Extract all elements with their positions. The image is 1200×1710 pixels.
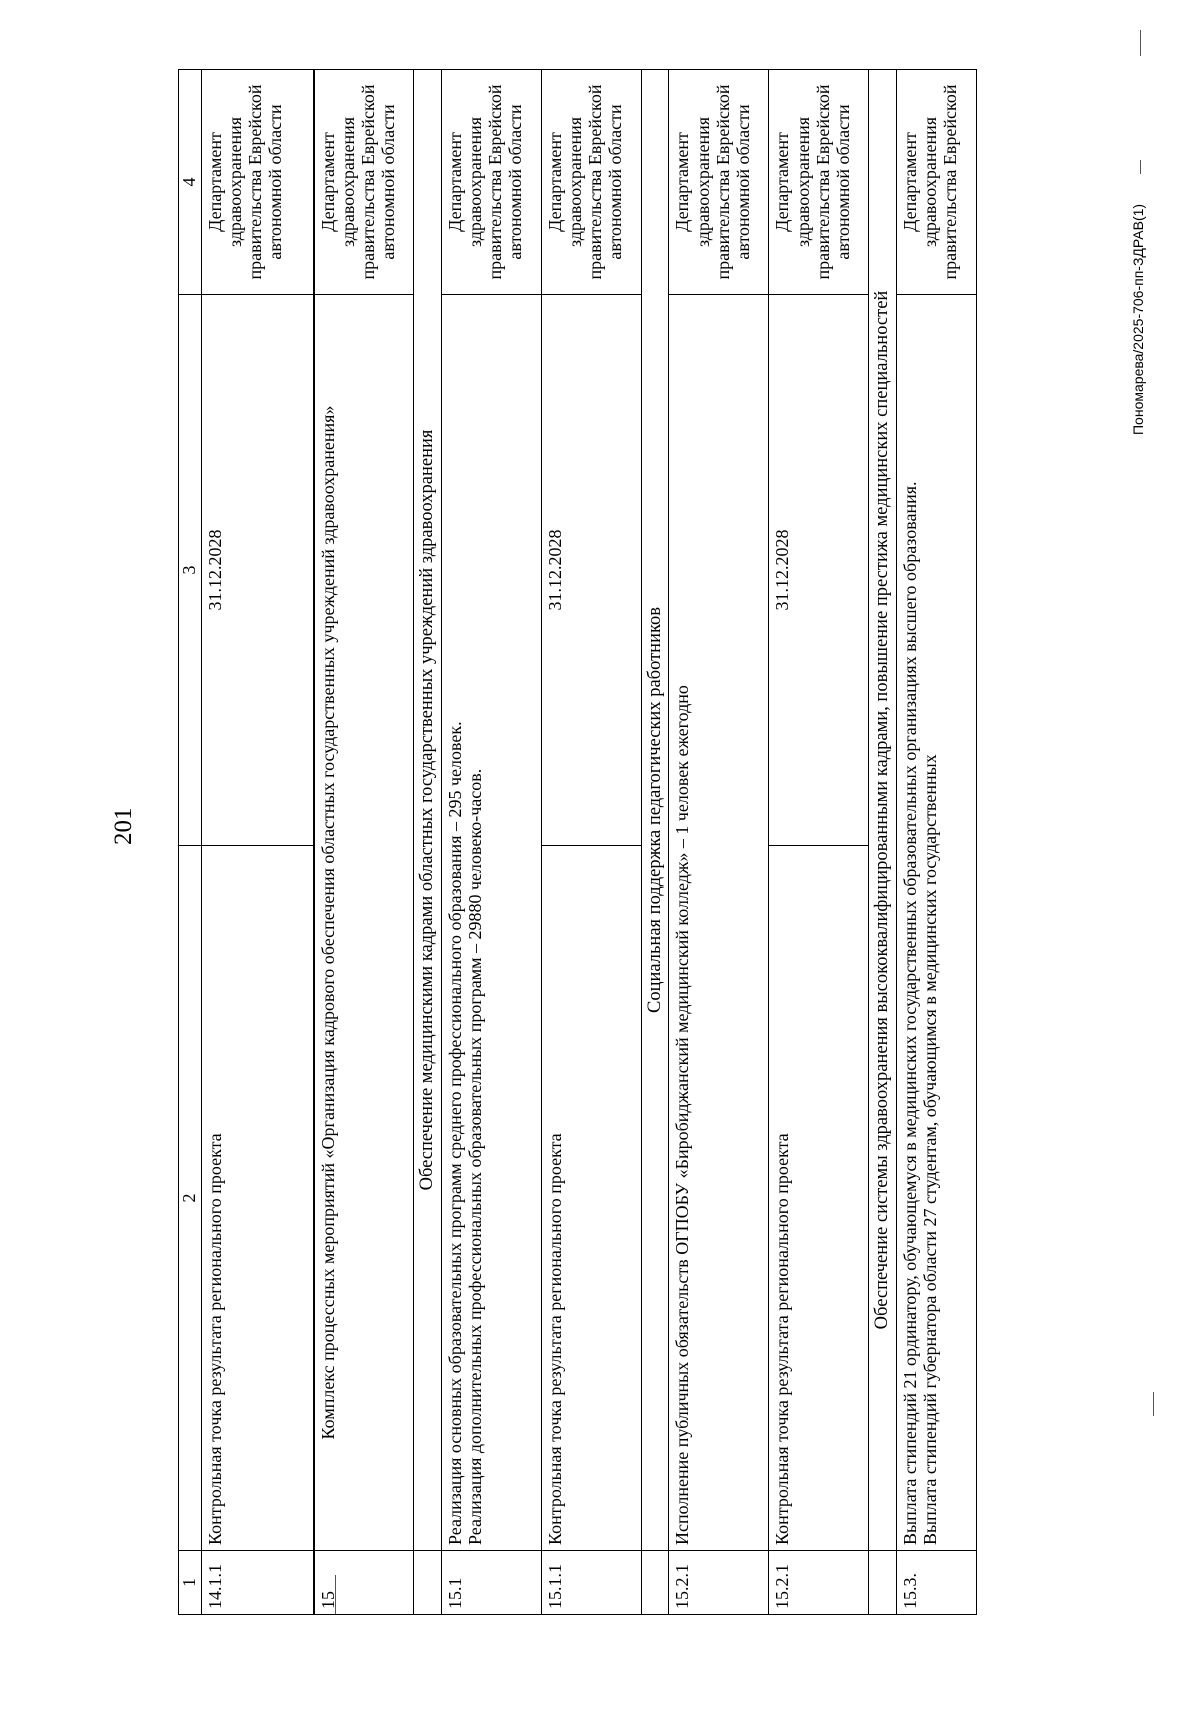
document-code: Пономарева/2025-706-пп-ЗДРАВ(1) (1130, 203, 1146, 435)
table-row (769, 70, 869, 1615)
row-text-line: Реализация дополнительных профессиональных образовательных программ – 29880 человеко-часов. (464, 768, 485, 1545)
row-text: Контрольная точка результата регионального проекта (541, 846, 641, 1551)
row-text: Исполнение публичных обязательств ОГПОБУ «Биробиджанский медицинский колледж» – 1 человек ежегодно (669, 295, 769, 1551)
scan-mark (1153, 1392, 1154, 1416)
row-number: 15.3. (897, 1551, 977, 1615)
section-title: Обеспечение медицинскими кадрами областных государственных учреждений здравоохранения (414, 70, 442, 1551)
document-table-rotated (178, 70, 1058, 1615)
row-text: Комплекс процессных мероприятий «Организация кадрового обеспечения областных государственных учреждений здравоохранения» (314, 295, 414, 1551)
row-department: Департамент здравоохранения правительства Еврейской автономной области (669, 70, 769, 295)
row-date: 31.12.2028 (769, 295, 869, 846)
section-title: Социальная поддержка педагогических работников (641, 70, 669, 1551)
row-department: Департамент здравоохранения правительства Еврейской (897, 70, 977, 295)
row-department: Департамент здравоохранения правительства Еврейской автономной области (541, 70, 641, 295)
measures-table (178, 69, 977, 1615)
row-text (441, 295, 541, 1551)
table-row (897, 70, 977, 1615)
row-text-line: Реализация основных образовательных программ среднего профессионального образования – 295 человек. (444, 721, 465, 1545)
row-text: Контрольная точка результата регионального проекта (769, 846, 869, 1551)
scan-mark (1140, 30, 1141, 56)
header-col-1: 1 (179, 1551, 202, 1615)
header-col-4: 4 (179, 70, 202, 295)
table-row (669, 70, 769, 1615)
header-col-2: 2 (179, 846, 202, 1551)
row-department: Департамент здравоохранения правительства Еврейской автономной области (202, 70, 314, 295)
row-number: 15 (314, 1551, 414, 1615)
row-text: Контрольная точка результата регионального проекта (202, 846, 314, 1551)
header-row (179, 70, 202, 1615)
row-number: 14.1.1 (202, 1551, 314, 1615)
row-text-line: Выплата стипендий губернатора области 27 студентам, обучающимся в медицинских государственных (920, 754, 941, 1545)
table-row (441, 70, 541, 1615)
row-text (897, 295, 977, 1551)
row-number: 15.2.1 (669, 1551, 769, 1615)
row-text-line: Выплата стипендий 21 ординатору, обучающемуся в медицинских государственных образовательных организациях высшего образования. (900, 481, 921, 1545)
section-row (414, 70, 442, 1615)
row-department: Департамент здравоохранения правительства Еврейской автономной области (314, 70, 414, 295)
section-row (641, 70, 669, 1615)
row-number: 15.1 (441, 1551, 541, 1615)
row-department: Департамент здравоохранения правительства Еврейской автономной области (441, 70, 541, 295)
row-date: 31.12.2028 (202, 295, 314, 846)
row-date: 31.12.2028 (541, 295, 641, 846)
row-number: 15.1.1 (541, 1551, 641, 1615)
scan-mark (1140, 160, 1141, 174)
table-row (541, 70, 641, 1615)
section-row (869, 70, 897, 1615)
page-number: 201 (110, 807, 137, 845)
section-title: Обеспечение системы здравоохранения высококвалифицированными кадрами, повышение престижа медицинских специальностей (869, 70, 897, 1551)
table-row (314, 70, 414, 1615)
row-number: 15.2.1 (769, 1551, 869, 1615)
table-row (202, 70, 314, 1615)
header-col-3: 3 (179, 295, 202, 846)
row-department: Департамент здравоохранения правительства Еврейской автономной области (769, 70, 869, 295)
